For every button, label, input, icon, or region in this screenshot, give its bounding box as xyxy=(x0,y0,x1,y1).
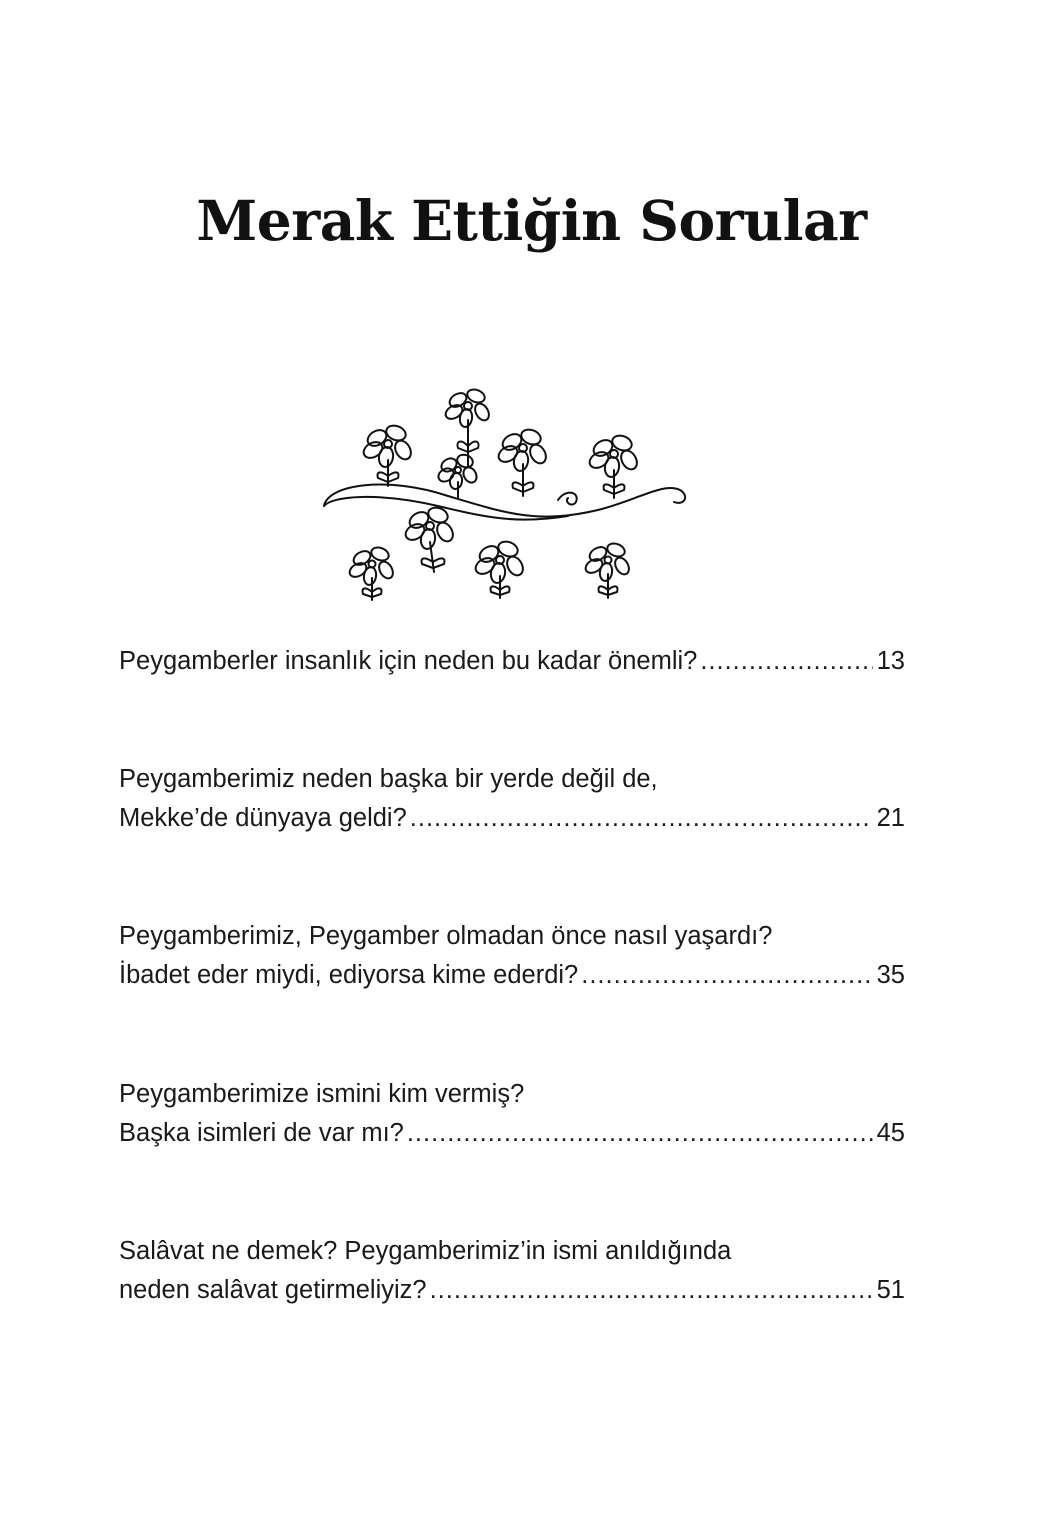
toc-page-number: 13 xyxy=(876,647,905,675)
toc-page-number: 51 xyxy=(876,1276,905,1304)
toc-entry-text: Peygamberler insanlık için neden bu kadar önemli? xyxy=(119,647,698,675)
toc-entry-text: Peygamberimiz, Peygamber olmadan önce nasıl yaşardı? xyxy=(119,922,773,950)
toc-line xyxy=(119,917,905,956)
page-title: Merak Ettiğin Sorular xyxy=(196,188,867,253)
toc-line xyxy=(119,799,905,838)
toc-entry[interactable] xyxy=(119,642,905,681)
toc-entry[interactable] xyxy=(119,1232,905,1310)
dot-leader xyxy=(430,1271,873,1310)
toc-line xyxy=(119,1271,905,1310)
toc-line xyxy=(119,642,905,681)
dot-leader xyxy=(581,956,872,995)
dot-leader xyxy=(410,799,873,838)
toc-line xyxy=(119,1114,905,1153)
toc-entry[interactable] xyxy=(119,1075,905,1153)
toc-entry-text: İbadet eder miydi, ediyorsa kime ederdi? xyxy=(119,961,579,989)
toc-page-number: 35 xyxy=(876,961,905,989)
toc-page-number: 45 xyxy=(876,1119,905,1147)
toc-line xyxy=(119,1075,905,1114)
toc-entry-text: Salâvat ne demek? Peygamberimiz’in ismi anıldığında xyxy=(119,1237,732,1265)
toc-entry[interactable] xyxy=(119,760,905,838)
toc-page-number: 21 xyxy=(876,804,905,832)
toc-entry-text: Mekke’de dünyaya geldi? xyxy=(119,804,407,832)
toc-line xyxy=(119,956,905,995)
toc-entry-text: Peygamberimize ismini kim vermiş? xyxy=(119,1080,525,1108)
toc-entry-text: neden salâvat getirmeliyiz? xyxy=(119,1276,427,1304)
flowers-ornament-icon xyxy=(318,384,690,606)
toc-entry[interactable] xyxy=(119,917,905,995)
dot-leader xyxy=(407,1114,873,1153)
dot-leader xyxy=(700,642,872,681)
toc-line xyxy=(119,760,905,799)
toc-line xyxy=(119,1232,905,1271)
toc-entry-text: Başka isimleri de var mı? xyxy=(119,1119,404,1147)
toc-entry-text: Peygamberimiz neden başka bir yerde değil de, xyxy=(119,765,658,793)
